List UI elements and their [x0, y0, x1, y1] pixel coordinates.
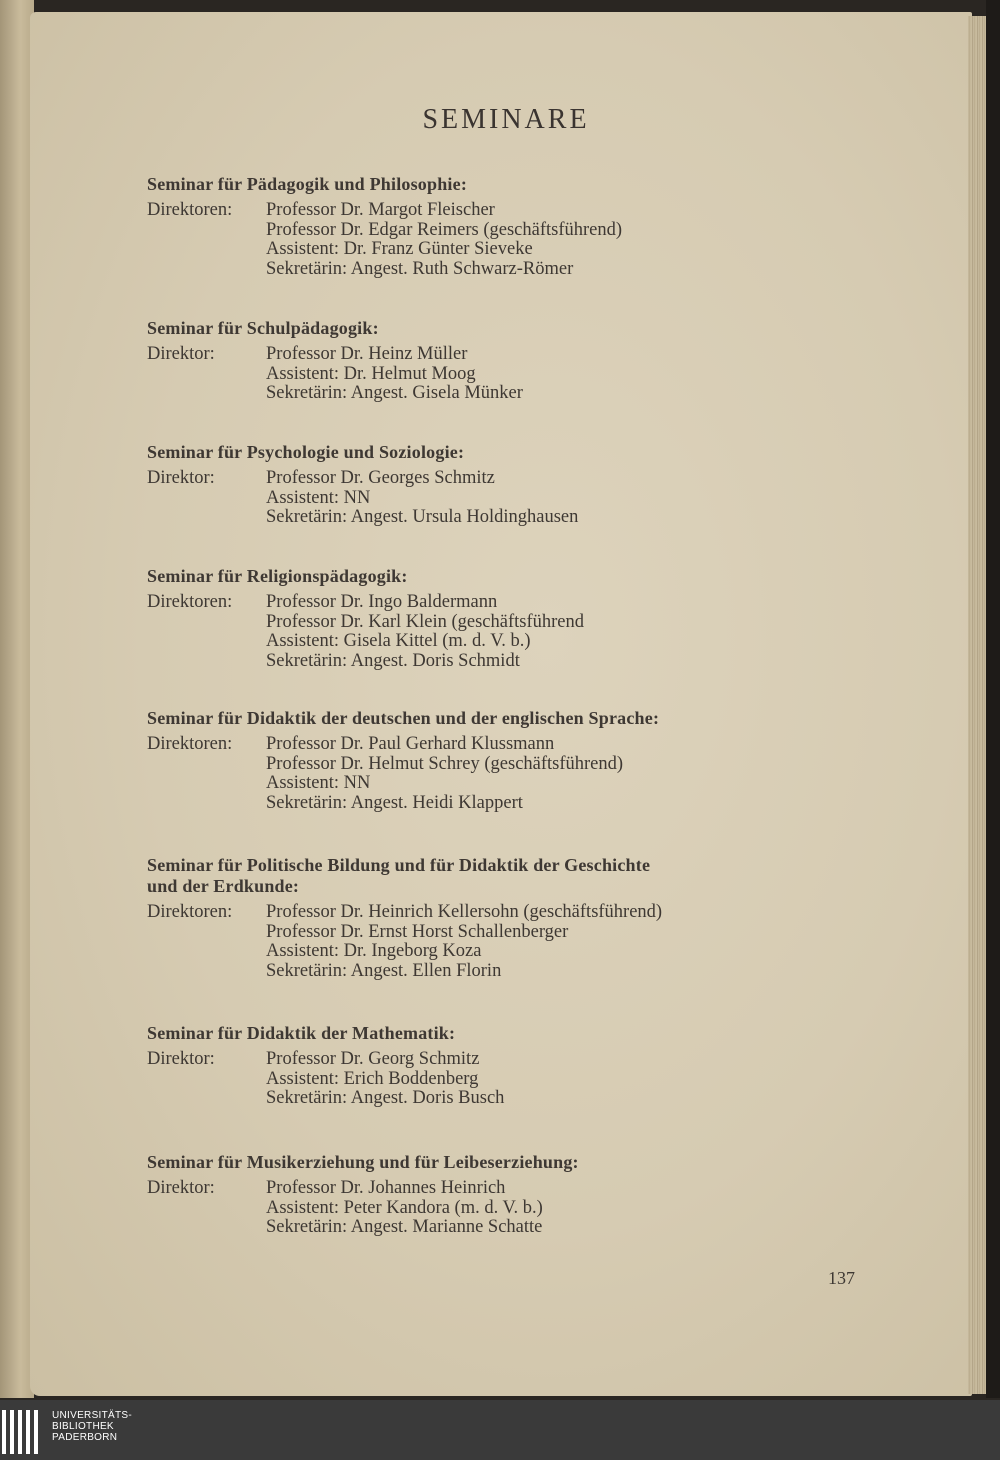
seminar-section [147, 174, 827, 280]
seminar-section [147, 318, 827, 404]
role-label: Direktoren: [147, 200, 233, 220]
entry-row [147, 632, 827, 652]
seminar-section [147, 708, 827, 814]
seminar-heading: Seminar für Pädagogik und Philosophie: [147, 174, 468, 194]
entry-text: Professor Dr. Johannes Heinrich [266, 1178, 506, 1198]
role-label: Direktoren: [147, 734, 233, 754]
entry-row [147, 903, 827, 923]
entry-text: Assistent: Dr. Ingeborg Koza [266, 941, 482, 962]
logo-line: UNIVERSITÄTS- [52, 1410, 133, 1421]
entry-row [147, 942, 827, 962]
entry-text: Sekretärin: Angest. Marianne Schatte [266, 1217, 543, 1238]
entry-text: Sekretärin: Angest. Ursula Holdinghausen [266, 507, 579, 528]
seminar-heading-continued: und der Erdkunde: [147, 876, 300, 896]
page-stack-edge [968, 16, 986, 1394]
entry-row [147, 1199, 827, 1219]
entry-row [147, 365, 827, 385]
entry-row [147, 613, 827, 633]
scan-background [986, 0, 1000, 1398]
entry-row [147, 1050, 827, 1070]
entry-row [147, 794, 827, 814]
entry-row [147, 593, 827, 613]
entry-text: Professor Dr. Margot Fleischer [266, 200, 495, 220]
entry-row [147, 652, 827, 672]
seminar-heading: Seminar für Schulpädagogik: [147, 318, 379, 338]
entry-row [147, 923, 827, 943]
seminar-heading: Seminar für Psychologie und Soziologie: [147, 442, 465, 462]
entry-text: Assistent: Peter Kandora (m. d. V. b.) [266, 1197, 543, 1218]
seminar-heading: Seminar für Didaktik der deutschen und der englischen Sprache: [147, 708, 660, 728]
role-label: Direktor: [147, 1049, 215, 1069]
seminar-heading: Seminar für Religionspädagogik: [147, 566, 408, 586]
adjacent-page-edge [0, 0, 34, 1398]
entry-row [147, 384, 827, 404]
entry-text: Assistent: Erich Boddenberg [266, 1068, 479, 1089]
role-label: Direktor: [147, 344, 215, 364]
entry-text: Professor Dr. Heinz Müller [266, 344, 468, 364]
entry-text: Sekretärin: Angest. Doris Schmidt [266, 651, 520, 672]
entry-text: Professor Dr. Karl Klein (geschäftsführend [266, 611, 585, 632]
entry-row [147, 1070, 827, 1090]
entry-text: Assistent: NN [266, 487, 371, 508]
footer-bar [0, 1400, 1000, 1460]
library-logo-text [52, 1410, 132, 1443]
entry-row [147, 260, 827, 280]
entry-row [147, 735, 827, 755]
entry-text: Professor Dr. Ingo Baldermann [266, 592, 498, 612]
seminar-heading: Seminar für Politische Bildung und für Didaktik der Geschichte [147, 855, 651, 875]
entry-row [147, 1218, 827, 1238]
entry-row [147, 508, 827, 528]
entry-text: Sekretärin: Angest. Ruth Schwarz-Römer [266, 259, 574, 280]
entry-row [147, 221, 827, 241]
entry-row [147, 240, 827, 260]
seminar-section [147, 855, 827, 982]
entry-text: Professor Dr. Edgar Reimers (geschäftsführend) [266, 219, 623, 240]
entry-row [147, 774, 827, 794]
seminar-section [147, 1152, 827, 1238]
entry-text: Professor Dr. Georg Schmitz [266, 1049, 480, 1069]
role-label: Direktor: [147, 1178, 215, 1198]
entry-row [147, 345, 827, 365]
page-title: SEMINARE [422, 104, 590, 135]
library-logo-icon [2, 1410, 46, 1454]
entry-text: Professor Dr. Ernst Horst Schallenberger [266, 921, 569, 942]
entry-row [147, 1089, 827, 1109]
entry-text: Assistent: Gisela Kittel (m. d. V. b.) [266, 631, 531, 652]
role-label: Direktoren: [147, 592, 233, 612]
seminar-heading: Seminar für Musikerziehung und für Leibeserziehung: [147, 1152, 579, 1172]
entry-text: Sekretärin: Angest. Heidi Klappert [266, 793, 523, 814]
entry-row [147, 962, 827, 982]
logo-line: BIBLIOTHEK [52, 1421, 114, 1432]
entry-row [147, 489, 827, 509]
page-number: 137 [828, 1268, 855, 1288]
seminar-section [147, 442, 827, 528]
entry-text: Assistent: Dr. Helmut Moog [266, 363, 476, 384]
entry-text: Professor Dr. Heinrich Kellersohn (geschäftsführend) [266, 902, 663, 922]
entry-row [147, 1179, 827, 1199]
seminar-heading: Seminar für Didaktik der Mathematik: [147, 1023, 456, 1043]
logo-line: PADERBORN [52, 1432, 118, 1443]
entry-text: Sekretärin: Angest. Ellen Florin [266, 961, 502, 982]
entry-text: Professor Dr. Georges Schmitz [266, 468, 495, 488]
entry-row [147, 469, 827, 489]
role-label: Direktor: [147, 468, 215, 488]
seminar-section [147, 1023, 827, 1109]
entry-text: Assistent: Dr. Franz Günter Sieveke [266, 239, 533, 260]
entry-row [147, 201, 827, 221]
entry-text: Assistent: NN [266, 773, 371, 794]
entry-text: Professor Dr. Helmut Schrey (geschäftsführend) [266, 753, 624, 774]
entry-text: Sekretärin: Angest. Gisela Münker [266, 383, 523, 404]
entry-text: Sekretärin: Angest. Doris Busch [266, 1088, 505, 1109]
seminar-section [147, 566, 827, 672]
entry-row [147, 755, 827, 775]
role-label: Direktoren: [147, 902, 233, 922]
entry-text: Professor Dr. Paul Gerhard Klussmann [266, 734, 555, 754]
